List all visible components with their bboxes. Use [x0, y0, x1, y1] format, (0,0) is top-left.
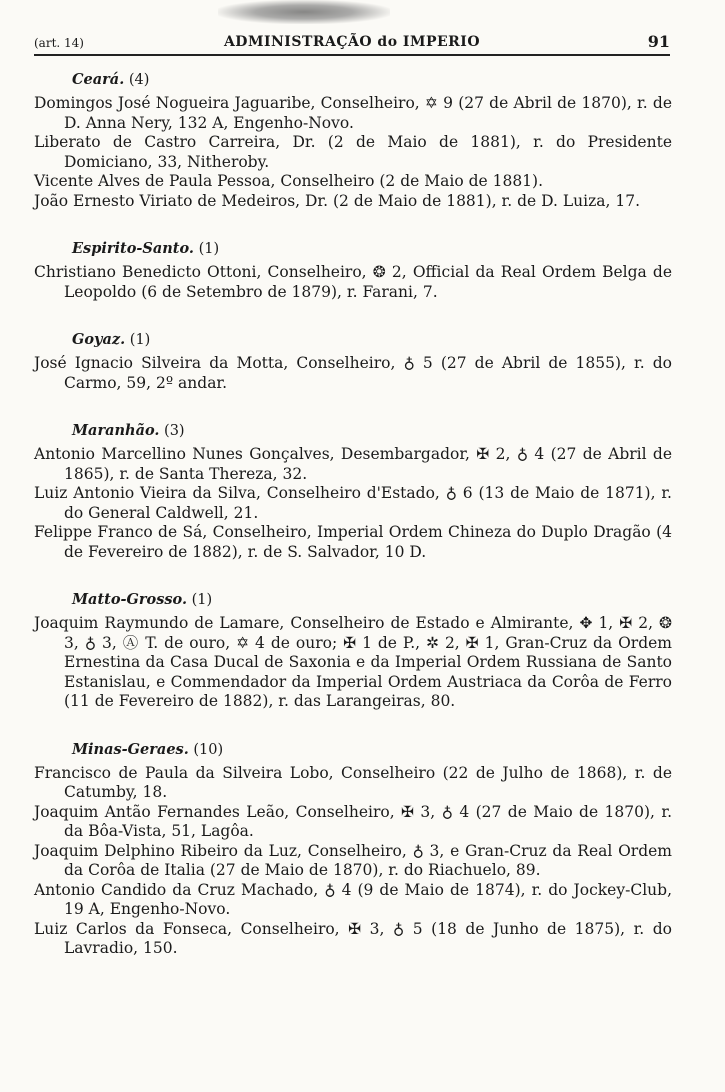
section-goyaz	[28, 330, 672, 393]
ink-smudge	[218, 0, 390, 24]
page-header	[34, 32, 670, 56]
list-item: Liberato de Castro Carreira, Dr. (2 de Maio de 1881), r. do Presidente Domiciano, 33, Nitheroby.	[34, 133, 672, 171]
page-number: 91	[647, 32, 670, 51]
section-matto-grosso	[28, 590, 672, 712]
page-body	[28, 70, 672, 987]
running-title: ADMINISTRAÇÃO do IMPERIO	[223, 34, 481, 50]
province-name: Matto-Grosso.	[72, 591, 188, 608]
province-name: Maranhão.	[72, 422, 160, 439]
list-item: Domingos José Nogueira Jaguaribe, Conselheiro, ✡ 9 (27 de Abril de 1870), r. de D. Anna Nery, 132 A, Engenho-Novo.	[34, 94, 672, 132]
section-maranhao	[28, 421, 672, 562]
member-count: (1)	[198, 241, 220, 257]
member-count: (3)	[164, 423, 185, 439]
list-item: Joaquim Delphino Ribeiro da Luz, Conselheiro, ♁ 3, e Gran-Cruz da Real Ordem da Corôa de Italia (27 de Maio de 1870), r. do Riachuelo, 89.	[34, 841, 672, 879]
list-item: João Ernesto Viriato de Medeiros, Dr. (2 de Maio de 1881), r. de D. Luiza, 17.	[34, 191, 641, 210]
list-item: Vicente Alves de Paula Pessoa, Conselheiro (2 de Maio de 1881).	[34, 172, 544, 190]
section-heading	[72, 740, 672, 760]
section-espirito-santo	[28, 239, 672, 302]
province-name: Espirito-Santo.	[72, 240, 194, 257]
list-item: Luiz Carlos da Fonseca, Conselheiro, ✠ 3, ♁ 5 (18 de Junho de 1875), r. do Lavradio, 150.	[34, 919, 672, 957]
province-name: Ceará.	[72, 71, 125, 88]
section-heading	[72, 330, 672, 350]
list-item: Joaquim Antão Fernandes Leão, Conselheiro, ✠ 3, ♁ 4 (27 de Maio de 1870), r. da Bôa-Vista, 51, Lagôa.	[34, 802, 672, 840]
member-count: (10)	[193, 741, 224, 758]
article-reference: (art. 14)	[34, 36, 84, 50]
section-heading	[72, 590, 672, 610]
list-item: Luiz Antonio Vieira da Silva, Conselheiro d'Estado, ♁ 6 (13 de Maio de 1871), r. do General Caldwell, 21.	[34, 484, 672, 522]
list-item: José Ignacio Silveira da Motta, Conselheiro, ♁ 5 (27 de Abril de 1855), r. do Carmo, 59, 2º andar.	[34, 354, 672, 392]
member-count: (4)	[128, 72, 150, 88]
list-item: Christiano Benedicto Ottoni, Conselheiro, ❂ 2, Official da Real Ordem Belga de Leopoldo (6 de Setembro de 1879), r. Farani, 7.	[34, 263, 672, 301]
list-item: Antonio Marcellino Nunes Gonçalves, Desembargador, ✠ 2, ♁ 4 (27 de Abril de 1865), r. de Santa Thereza, 32.	[34, 445, 672, 483]
section-heading	[72, 239, 672, 259]
list-item: Francisco de Paula da Silveira Lobo, Conselheiro (22 de Julho de 1868), r. de Catumby, 18.	[34, 763, 672, 801]
section-minas-geraes	[28, 740, 672, 959]
member-count: (1)	[191, 592, 213, 608]
list-item: Joaquim Raymundo de Lamare, Conselheiro de Estado e Almirante, ✥ 1, ✠ 2, ❂ 3, ♁ 3, Ⓐ T. de ouro, ✡ 4 de ouro; ✠ 1 de P., ✲ 2, ✠ 1, Gran-Cruz da Ordem Ernestina da Casa Ducal de Saxonia e da Imperial Ordem Russiana de Santo Estanislau, e Commendador da Imperial Ordem Austriaca da Corôa de Ferro (11 de Fevereiro de 1882), r. das Larangeiras, 80.	[34, 614, 672, 710]
list-item: Antonio Candido da Cruz Machado, ♁ 4 (9 de Maio de 1874), r. do Jockey-Club, 19 A, Engenho-Novo.	[34, 880, 672, 918]
section-heading	[72, 421, 672, 441]
province-name: Minas-Geraes.	[72, 740, 189, 758]
member-count: (1)	[129, 332, 151, 348]
list-item: Felippe Franco de Sá, Conselheiro, Imperial Ordem Chineza do Duplo Dragão (4 de Fevereiro de 1882), r. de S. Salvador, 10 D.	[34, 523, 672, 561]
section-ceara	[28, 70, 672, 211]
section-heading	[72, 70, 672, 90]
province-name: Goyaz.	[72, 331, 126, 348]
